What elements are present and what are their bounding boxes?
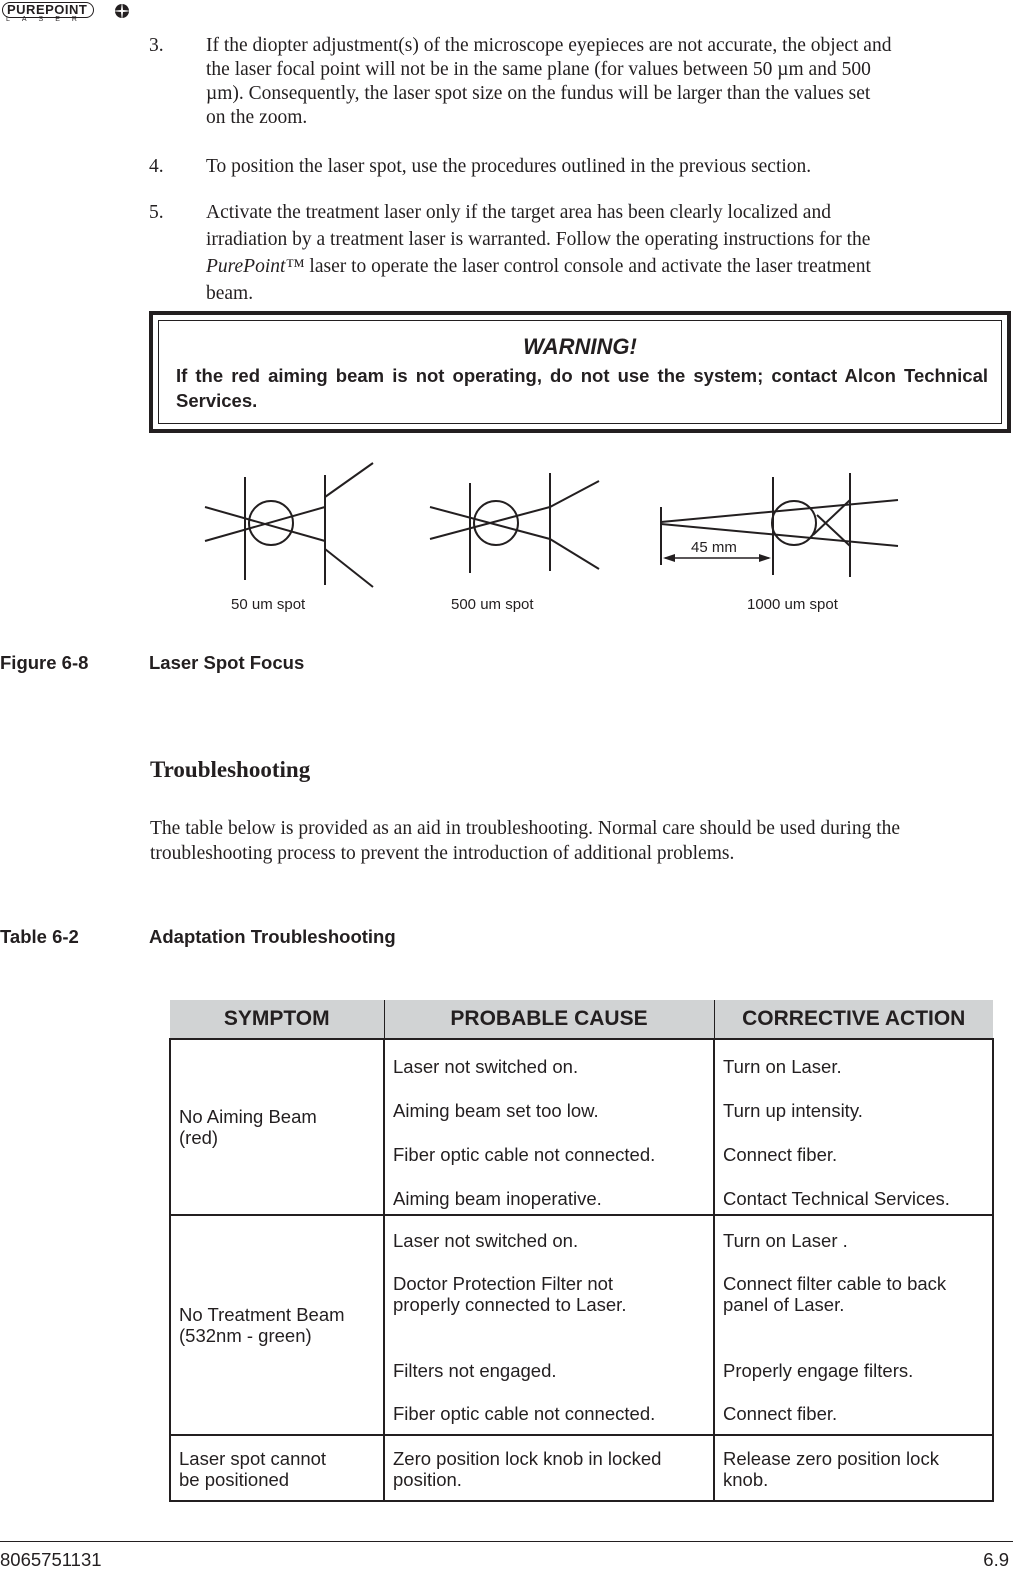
item-text-line: If the diopter adjustment(s) of the microscope eyepieces are not accurate, the object and [206, 35, 892, 56]
warning-body: If the red aiming beam is not operating, do not use the system; contact Alcon Technical Services. [176, 365, 988, 411]
action-text: Turn up intensity. [723, 1100, 863, 1121]
action-text: Properly engage filters. [723, 1360, 914, 1381]
action-text: Connect fiber. [723, 1144, 838, 1165]
product-name: PurePoint™ [206, 256, 305, 277]
figure-caption-title: Laser Spot Focus [149, 652, 305, 673]
cause-text: position. [393, 1469, 462, 1490]
section-heading: Troubleshooting [150, 757, 311, 782]
document-number: 8065751131 [0, 1549, 102, 1570]
star-icon [112, 1, 132, 21]
action-cell [714, 1215, 993, 1435]
table-caption-number: Table 6-2 [0, 926, 79, 947]
column-header-action: CORRECTIVE ACTION [714, 1000, 993, 1039]
item-text-line: µm). Consequently, the laser spot size on the fundus will be larger than the values set [206, 83, 871, 104]
symptom-cell [170, 1039, 384, 1215]
section-intro: The table below is provided as an aid in troubleshooting. Normal care should be used during the troubleshooting process to prevent the introduction of additional problems. [150, 818, 901, 864]
action-text: knob. [723, 1469, 769, 1490]
table-caption-title: Adaptation Troubleshooting [149, 926, 396, 947]
symptom-text: (red) [179, 1127, 219, 1148]
item-text-line: on the zoom. [206, 107, 308, 128]
item-number: 3. [149, 35, 164, 56]
purepoint-logo [0, 0, 140, 24]
item-text-line: Activate the treatment laser only if the target area has been clearly localized and [206, 202, 831, 223]
cause-text: Laser not switched on. [393, 1056, 579, 1077]
troubleshooting-table [169, 1000, 994, 1502]
cause-cell [384, 1215, 714, 1435]
item-text-line: To position the laser spot, use the procedures outlined in the previous section. [206, 156, 812, 177]
table-row [170, 1435, 993, 1501]
cause-text: Filters not engaged. [393, 1360, 557, 1381]
item-text-line: beam. [206, 283, 254, 304]
action-cell [714, 1039, 993, 1215]
cause-text: Doctor Protection Filter not [393, 1273, 614, 1294]
action-text: Turn on Laser. [723, 1056, 842, 1077]
list-item-5 [149, 199, 1011, 307]
item-text-line: irradiation by a treatment laser is warranted. Follow the operating instructions for the [206, 229, 871, 250]
list-item-4 [149, 155, 1011, 179]
cause-text: Aiming beam inoperative. [393, 1188, 602, 1209]
cause-text: properly connected to Laser. [393, 1294, 627, 1315]
cause-cell [384, 1039, 714, 1215]
item-number: 4. [149, 156, 164, 177]
symptom-text: No Aiming Beam [179, 1106, 317, 1127]
symptom-text: be positioned [179, 1469, 290, 1490]
action-text: Turn on Laser . [723, 1230, 848, 1251]
spot-diagram-50 [205, 463, 373, 587]
item-text-fragment: laser to operate the laser control console and activate the laser treatment [304, 256, 871, 277]
warning-title: WARNING! [523, 334, 637, 359]
logo-sub: LASER [6, 16, 89, 23]
item-text-line: the laser focal point will not be in the same plane (for values between 50 µm and 500 [206, 59, 871, 80]
list-item-3 [149, 34, 1011, 130]
symptom-text: (532nm - green) [179, 1325, 312, 1346]
cause-text: Aiming beam set too low. [393, 1100, 599, 1121]
table-row [170, 1039, 993, 1215]
action-text: Connect fiber. [723, 1403, 838, 1424]
spot-diagram-1000 [661, 473, 898, 577]
figure-caption-number: Figure 6-8 [0, 652, 89, 673]
symptom-cell [170, 1435, 384, 1501]
laser-spot-focus-figure [195, 455, 915, 625]
cause-cell [384, 1435, 714, 1501]
warning-box [149, 311, 1011, 433]
logo-brand: PUREPOINT [2, 2, 94, 18]
action-cell [714, 1435, 993, 1501]
spot-diagram-500 [430, 473, 599, 573]
symptom-cell [170, 1215, 384, 1435]
column-header-cause: PROBABLE CAUSE [384, 1000, 714, 1039]
spot-label-1000: 1000 um spot [747, 596, 838, 613]
column-header-symptom: SYMPTOM [170, 1000, 384, 1039]
action-text: Release zero position lock [723, 1448, 939, 1469]
action-text: panel of Laser. [723, 1294, 845, 1315]
cause-text: Fiber optic cable not connected. [393, 1403, 656, 1424]
item-text-line [206, 253, 1011, 280]
action-text: Contact Technical Services. [723, 1188, 950, 1209]
symptom-text: Laser spot cannot [179, 1448, 327, 1469]
item-number: 5. [149, 202, 164, 223]
cause-text: Laser not switched on. [393, 1230, 579, 1251]
dimension-label: 45 mm [691, 539, 737, 556]
action-text: Connect filter cable to back [723, 1273, 947, 1294]
spot-label-50: 50 um spot [231, 596, 306, 613]
cause-text: Fiber optic cable not connected. [393, 1144, 656, 1165]
spot-label-500: 500 um spot [451, 596, 534, 613]
cause-text: Zero position lock knob in locked [393, 1448, 662, 1469]
footer-divider [0, 1541, 1013, 1542]
symptom-text: No Treatment Beam [179, 1304, 345, 1325]
table-row [170, 1215, 993, 1435]
table-header-row [170, 1000, 993, 1039]
page-number: 6.9 [983, 1549, 1009, 1570]
